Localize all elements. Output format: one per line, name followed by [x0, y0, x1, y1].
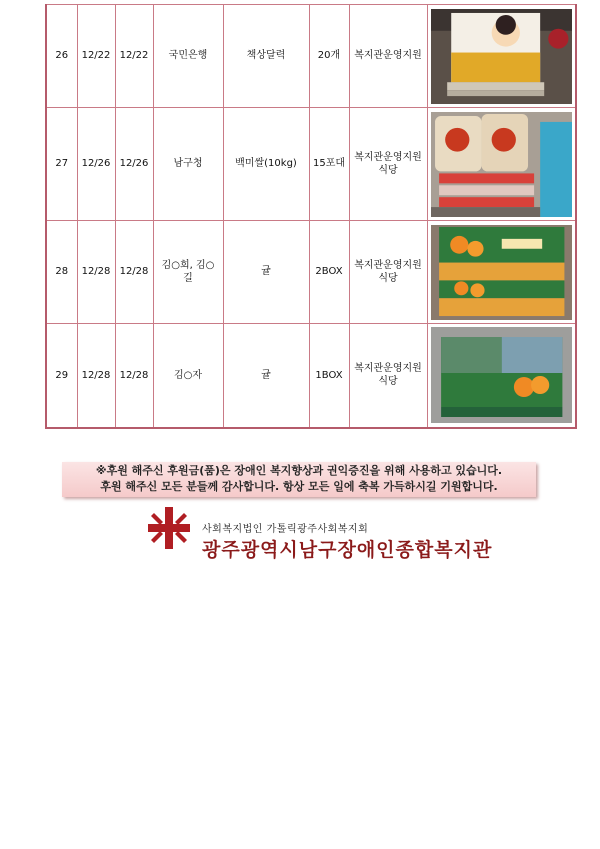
donated-item: 귤: [261, 266, 271, 278]
desk-calendar-photo: [431, 9, 573, 104]
table-row: [46, 5, 576, 108]
row-number-cell: [46, 108, 77, 221]
cross-logo-icon: [146, 505, 192, 551]
donation-photo-cell: [427, 221, 576, 324]
donated-item: 귤: [261, 369, 271, 381]
welfare-center-name: 광주광역시남구장애인종합복지관: [202, 539, 493, 561]
parent-organization-name: 사회복지법인 가톨릭광주사회복지회: [202, 524, 369, 535]
donated-item-cell: [223, 5, 309, 108]
donor-name-cell: [153, 324, 223, 428]
request-date-cell: [77, 108, 115, 221]
donor-name: 남구청: [173, 158, 203, 170]
receipt-date: 12/22: [119, 50, 149, 62]
usage-purpose-cell: [349, 221, 427, 324]
receipt-date-cell: [115, 324, 153, 428]
request-date-cell: [77, 221, 115, 324]
tangerine-box-photo: [431, 327, 573, 423]
donor-name-cell: [153, 108, 223, 221]
receipt-date-cell: [115, 5, 153, 108]
receipt-date-cell: [115, 221, 153, 324]
usage-purpose: 복지관운영지원 식당: [354, 259, 422, 284]
quantity: 15포대: [312, 158, 346, 170]
table-row: [46, 324, 576, 428]
table-row: [46, 108, 576, 221]
request-date: 12/26: [81, 158, 111, 170]
usage-purpose-cell: [349, 108, 427, 221]
request-date-cell: [77, 324, 115, 428]
request-date: 12/22: [81, 50, 111, 62]
donation-table-container: [45, 4, 575, 429]
receipt-date-cell: [115, 108, 153, 221]
row-number: 26: [55, 50, 69, 62]
usage-purpose-cell: [349, 324, 427, 428]
usage-purpose-cell: [349, 5, 427, 108]
donated-item-cell: [223, 324, 309, 428]
table-row: [46, 221, 576, 324]
quantity: 2BOX: [315, 266, 343, 278]
quantity-cell: [309, 324, 349, 428]
donated-item-cell: [223, 108, 309, 221]
request-date: 12/28: [81, 369, 111, 381]
donor-name: 국민은행: [168, 50, 208, 62]
donated-item: 백미쌀(10kg): [235, 158, 297, 170]
row-number-cell: [46, 221, 77, 324]
donation-photo-cell: [427, 108, 576, 221]
donor-name-cell: [153, 221, 223, 324]
donor-name: 김○자: [173, 369, 203, 381]
usage-purpose: 복지관운영지원 식당: [354, 151, 422, 176]
row-number: 28: [55, 266, 69, 278]
receipt-date: 12/28: [119, 369, 149, 381]
thank-you-notice: [62, 462, 536, 497]
row-number-cell: [46, 5, 77, 108]
donor-name: 김○희, 김○ 길: [161, 259, 215, 284]
rice-bags-photo: [431, 112, 573, 217]
donation-table: [45, 4, 577, 429]
quantity: 20개: [317, 50, 341, 62]
quantity-cell: [309, 221, 349, 324]
usage-purpose: 복지관운영지원 식당: [354, 362, 422, 388]
row-number: 27: [55, 158, 69, 170]
donated-item-cell: [223, 221, 309, 324]
request-date: 12/28: [81, 266, 111, 278]
request-date-cell: [77, 5, 115, 108]
donor-name-cell: [153, 5, 223, 108]
receipt-date: 12/26: [119, 158, 149, 170]
row-number-cell: [46, 324, 77, 428]
quantity: 1BOX: [315, 369, 343, 381]
usage-purpose: 복지관운영지원: [354, 50, 422, 62]
donation-photo-cell: [427, 324, 576, 428]
donated-item: 책상달력: [246, 50, 286, 62]
row-number: 29: [55, 369, 69, 381]
tangerine-boxes-photo: [431, 225, 573, 320]
donation-photo-cell: [427, 5, 576, 108]
notice-line-2: 후원 해주신 모든 분들께 감사합니다. 항상 모든 일에 축복 가득하시길 기원합니다.: [100, 480, 498, 493]
organization-footer: [146, 505, 493, 575]
notice-line-1: ※후원 해주신 후원금(품)은 장애인 복지향상과 권익증진을 위해 사용하고 있습니다.: [95, 464, 503, 477]
quantity-cell: [309, 5, 349, 108]
quantity-cell: [309, 108, 349, 221]
receipt-date: 12/28: [119, 266, 149, 278]
